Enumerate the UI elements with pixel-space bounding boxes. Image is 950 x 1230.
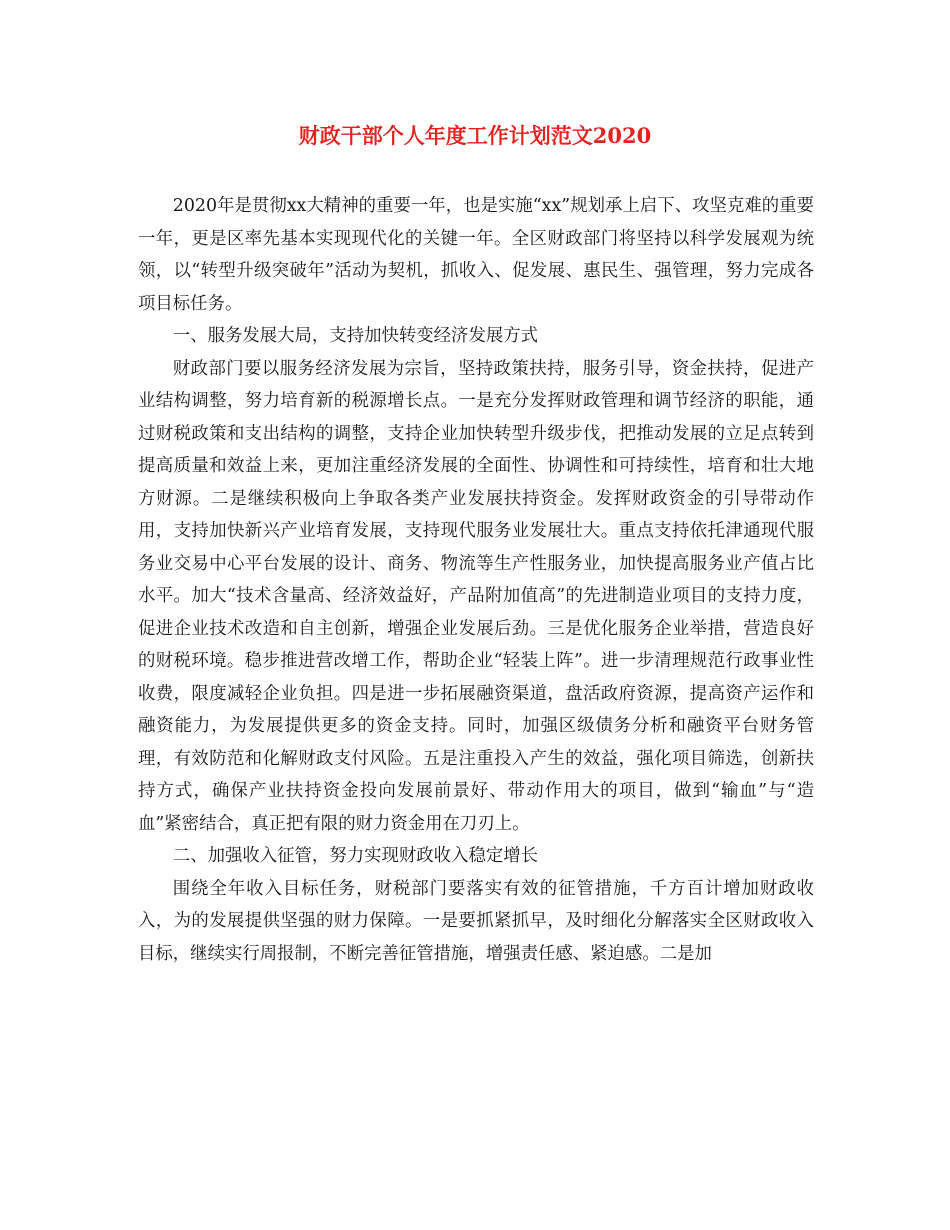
section-heading-1: 一、服务发展大局，支持加快转变经济发展方式 — [172, 326, 539, 346]
intro-paragraph: 2020年是贯彻xx大精神的重要一年，也是实施“xx”规划承上启下、攻坚克难的重要一年，更是区率先基本实现现代化的关键一年。全区财政部门将坚持以科学发展观为统领，以“转型升级突破年”活动为契机，抓收入、促发展、惠民生、强管理，努力完成各项目标任务。 — [138, 196, 814, 314]
document-title: 财政干部个人年度工作计划范文2020 — [298, 123, 652, 148]
section-2-paragraph: 围绕全年收入目标任务，财税部门要落实有效的征管措施，千方百计增加财政收入，为的发展提供坚强的财力保障。一是要抓紧抓早，及时细化分解落实全区财政收入目标，继续实行周报制，不断完善征管措施，增强责任感、紧迫感。二是加 — [138, 878, 814, 964]
section-1-paragraph: 财政部门要以服务经济发展为宗旨，坚持政策扶持，服务引导，资金扶持，促进产业结构调整，努力培育新的税源增长点。一是充分发挥财政管理和调节经济的职能，通过财税政策和支出结构的调整，支持企业加快转型升级步伐，把推动发展的立足点转到提高质量和效益上来，更加注重经济发展的全面性、协调性和可持续性，培育和壮大地方财源。二是继续积极向上争取各类产业发展扶持资金。发挥财政资金的引导带动作用，支持加快新兴产业培育发展，支持现代服务业发展壮大。重点支持依托津通现代服务业交易中心平台发展的设计、商务、物流等生产性服务业，加快提高服务业产值占比水平。加大“技术含量高、经济效益好，产品附加值高”的先进制造业项目的支持力度，促进企业技术改造和自主创新，增强企业发展后劲。三是优化服务企业举措，营造良好的财税环境。稳步推进营改增工作，帮助企业“轻装上阵”。进一步清理规范行政事业性收费，限度减轻企业负担。四是进一步拓展融资渠道，盘活政府资源，提高资产运作和融资能力，为发展提供更多的资金支持。同时，加强区级债务分析和融资平台财务管理，有效防范和化解财政支付风险。五是注重投入产生的效益，强化项目筛选，创新扶持方式，确保产业扶持资金投向发展前景好、带动作用大的项目，做到“输血”与“造血”紧密结合，真正把有限的财力资金用在刀刃上。 — [138, 358, 814, 834]
section-heading-2: 二、加强收入征管，努力实现财政收入稳定增长 — [172, 846, 539, 866]
document-body — [138, 190, 814, 970]
